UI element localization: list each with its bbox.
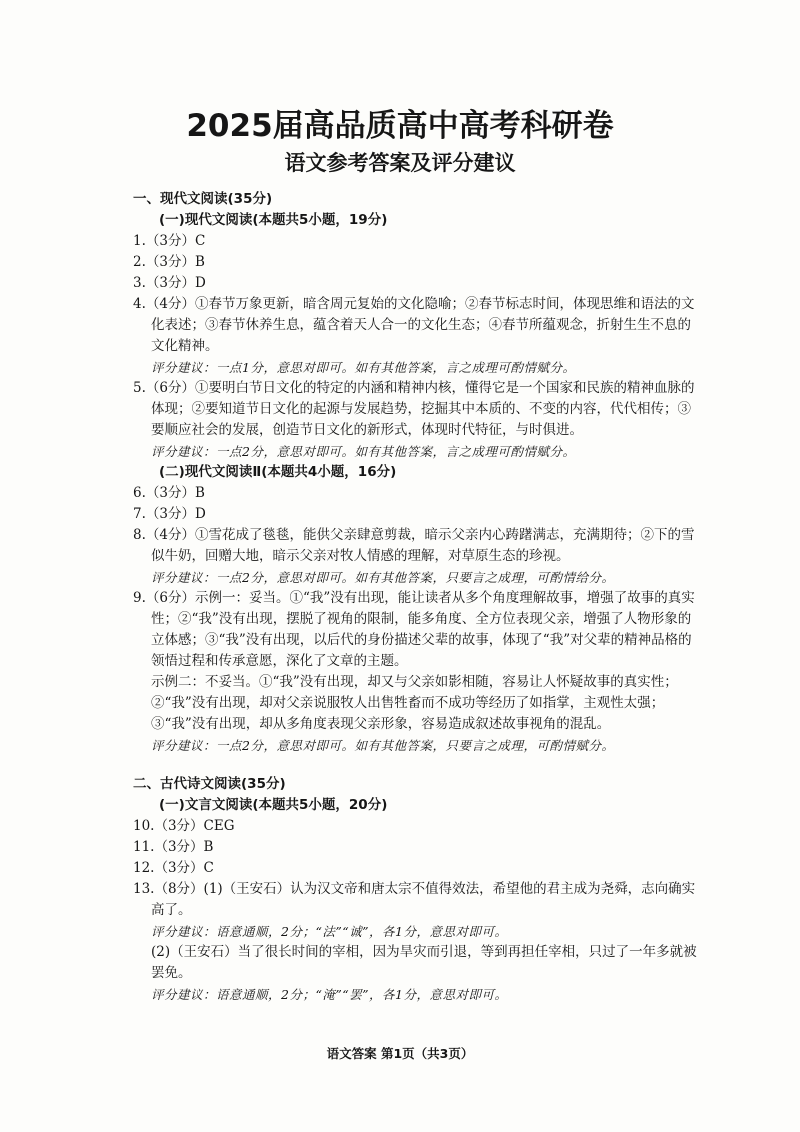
grading-note-q8: 评分建议：一点2分，意思对即可。如有其他答案，只要言之成理，可酌情给分。	[151, 570, 615, 585]
answer-q9-example-2: 示例二：不妥当。①“我”没有出现，却又与父亲如影相随，容易让人怀疑故事的真实性；②“我”没有出现，却对父亲说服牧人出售牲畜而不成功等经历了如指掌，主观性太强；③“我”没有出现，却从多角度表现父亲形象，容易造成叙述故事视角的混乱。	[151, 674, 678, 732]
grading-note-q4: 评分建议：一点1分，意思对即可。如有其他答案，言之成理可酌情赋分。	[151, 360, 576, 375]
grading-note-q9: 评分建议：一点2分，意思对即可。如有其他答案，只要言之成理，可酌情赋分。	[151, 738, 615, 753]
part-heading-modern-reading-2: (二)现代文阅读Ⅱ(本题共4小题，16分)	[159, 464, 397, 480]
part-heading-classical-prose: (一)文言文阅读(本题共5小题，20分)	[159, 797, 388, 813]
answer-q3: 3.（3分）D	[133, 275, 206, 291]
section-gap	[133, 756, 703, 774]
answer-q2: 2.（3分）B	[133, 254, 205, 270]
section-heading-modern-reading: 一、现代文阅读(35分)	[133, 191, 273, 207]
answer-q7: 7.（3分）D	[133, 506, 206, 522]
answer-q12: 12.（3分）C	[133, 860, 214, 876]
answer-q5: 5.（6分）①要明白节日文化的特定的内涵和精神内核，懂得它是一个国家和民族的精神血脉的体现；②要知道节日文化的起源与发展趋势，挖掘其中本质的、不变的内容，代代相传；③要顺应社会的发展，创造节日文化的新形式，体现时代特征，与时俱进。	[133, 380, 695, 438]
part-heading-modern-reading-1: (一)现代文阅读(本题共5小题，19分)	[159, 212, 388, 228]
answer-q10: 10.（3分）CEG	[133, 818, 235, 834]
answer-q13-part-1: 13.（8分）(1)（王安石）认为汉文帝和唐太宗不值得效法，希望他的君主成为尧舜，志向确实高了。	[133, 881, 696, 918]
page-subtitle: 语文参考答案及评分建议	[284, 151, 516, 175]
answer-q4: 4.（4分）①春节万象更新，暗含周元复始的文化隐喻；②春节标志时间，体现思维和语法的文化表述；③春节休养生息，蕴含着天人合一的文化生态；④春节所蕴观念，折射生生不息的文化精神。	[133, 296, 695, 354]
grading-note-q13-part-2: 评分建议：语意通顺，2分；“淹”“罢”，各1分，意思对即可。	[151, 987, 508, 1002]
grading-note-q13-part-1: 评分建议：语意通顺，2分；“法”“诚”，各1分，意思对即可。	[151, 924, 508, 939]
answer-q1: 1.（3分）C	[133, 233, 206, 249]
answer-q8: 8.（4分）①雪花成了毯毯，能供父亲肆意剪裁，暗示父亲内心踌躇满志，充满期待；②下的雪似牛奶，回赠大地，暗示父亲对牧人情感的理解，对草原生态的珍视。	[133, 527, 695, 564]
answer-q6: 6.（3分）B	[133, 485, 205, 501]
answer-q13-part-2: (2)（王安石）当了很长时间的宰相，因为旱灾而引退，等到再担任宰相，只过了一年多就被罢免。	[151, 944, 697, 981]
grading-note-q5: 评分建议：一点2分，意思对即可。如有其他答案，言之成理可酌情赋分。	[151, 444, 576, 459]
section-heading-classical-reading: 二、古代诗文阅读(35分)	[133, 776, 286, 792]
answer-q9-example-1: 9.（6分）示例一：妥当。①“我”没有出现，能让读者从多个角度理解故事，增强了故事的真实性；②“我”没有出现，摆脱了视角的限制，能多角度、全方位表现父亲，增强了人物形象的立体感；③“我”没有出现，以后代的身份描述父辈的故事，体现了“我”对父辈的精神品格的领悟过程和传承意愿，深化了文章的主题。	[133, 590, 695, 669]
page-title: 2025届高品质高中高考科研卷	[186, 108, 614, 144]
page-footer: 语文答案 第1页（共3页）	[326, 1046, 474, 1061]
answer-q11: 11.（3分）B	[133, 839, 214, 855]
answer-content	[133, 189, 703, 1005]
